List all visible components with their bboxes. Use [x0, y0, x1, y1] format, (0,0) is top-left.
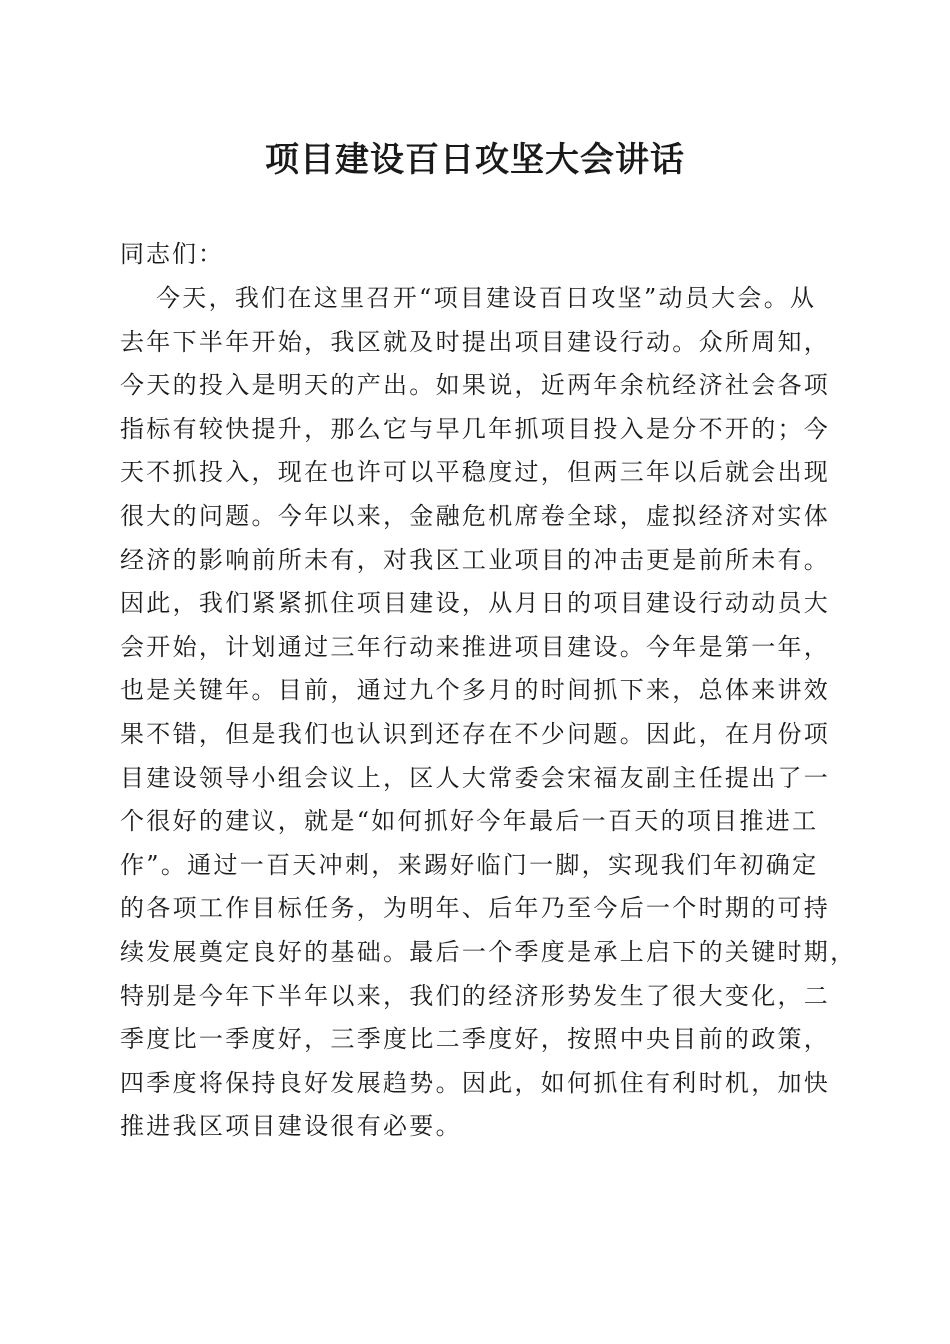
body-line: 很大的问题。今年以来，金融危机席卷全球，虚拟经济对实体	[120, 501, 831, 530]
body-line: 经济的影响前所未有，对我区工业项目的冲击更是前所未有。	[120, 545, 831, 574]
salutation: 同志们：	[120, 240, 224, 268]
body-line: 作”。通过一百天冲刺，来踢好临门一脚，实现我们年初确定	[120, 850, 819, 879]
body-line: 去年下半年开始，我区就及时提出项目建设行动。众所周知，	[120, 327, 831, 356]
body-line: 会开始，计划通过三年行动来推进项目建设。今年是第一年，	[120, 632, 831, 661]
body-line: 续发展奠定良好的基础。最后一个季度是承上启下的关键时期，	[120, 937, 857, 966]
body-line: 天不抓投入，现在也许可以平稳度过，但两三年以后就会出现	[120, 458, 831, 487]
body-line: 今天，我们在这里召开“项目建设百日攻坚”动员大会。从	[156, 284, 817, 312]
body-line: 四季度将保持良好发展趋势。因此，如何抓住有利时机，加快	[120, 1068, 831, 1097]
speech-body	[120, 277, 857, 1149]
body-line: 特别是今年下半年以来，我们的经济形势发生了很大变化，二	[120, 981, 831, 1010]
body-line: 也是关键年。目前，通过九个多月的时间抓下来，总体来讲效	[120, 676, 831, 705]
body-line: 果不错，但是我们也认识到还存在不少问题。因此，在月份项	[120, 719, 831, 748]
document-title: 项目建设百日攻坚大会讲话	[265, 140, 685, 180]
body-line: 个很好的建议，就是“如何抓好今年最后一百天的项目推进工	[120, 807, 819, 836]
body-line: 今天的投入是明天的产出。如果说，近两年余杭经济社会各项	[120, 371, 831, 400]
body-line: 目建设领导小组会议上，区人大常委会宋福友副主任提出了一	[120, 763, 831, 792]
body-line: 指标有较快提升，那么它与早几年抓项目投入是分不开的；今	[120, 414, 831, 443]
body-line: 季度比一季度好，三季度比二季度好，按照中央目前的政策，	[120, 1025, 831, 1054]
body-line: 推进我区项目建设很有必要。	[120, 1112, 462, 1141]
body-line: 的各项工作目标任务，为明年、后年乃至今后一个时期的可持	[120, 894, 831, 923]
body-line: 因此，我们紧紧抓住项目建设，从月日的项目建设行动动员大	[120, 589, 831, 618]
